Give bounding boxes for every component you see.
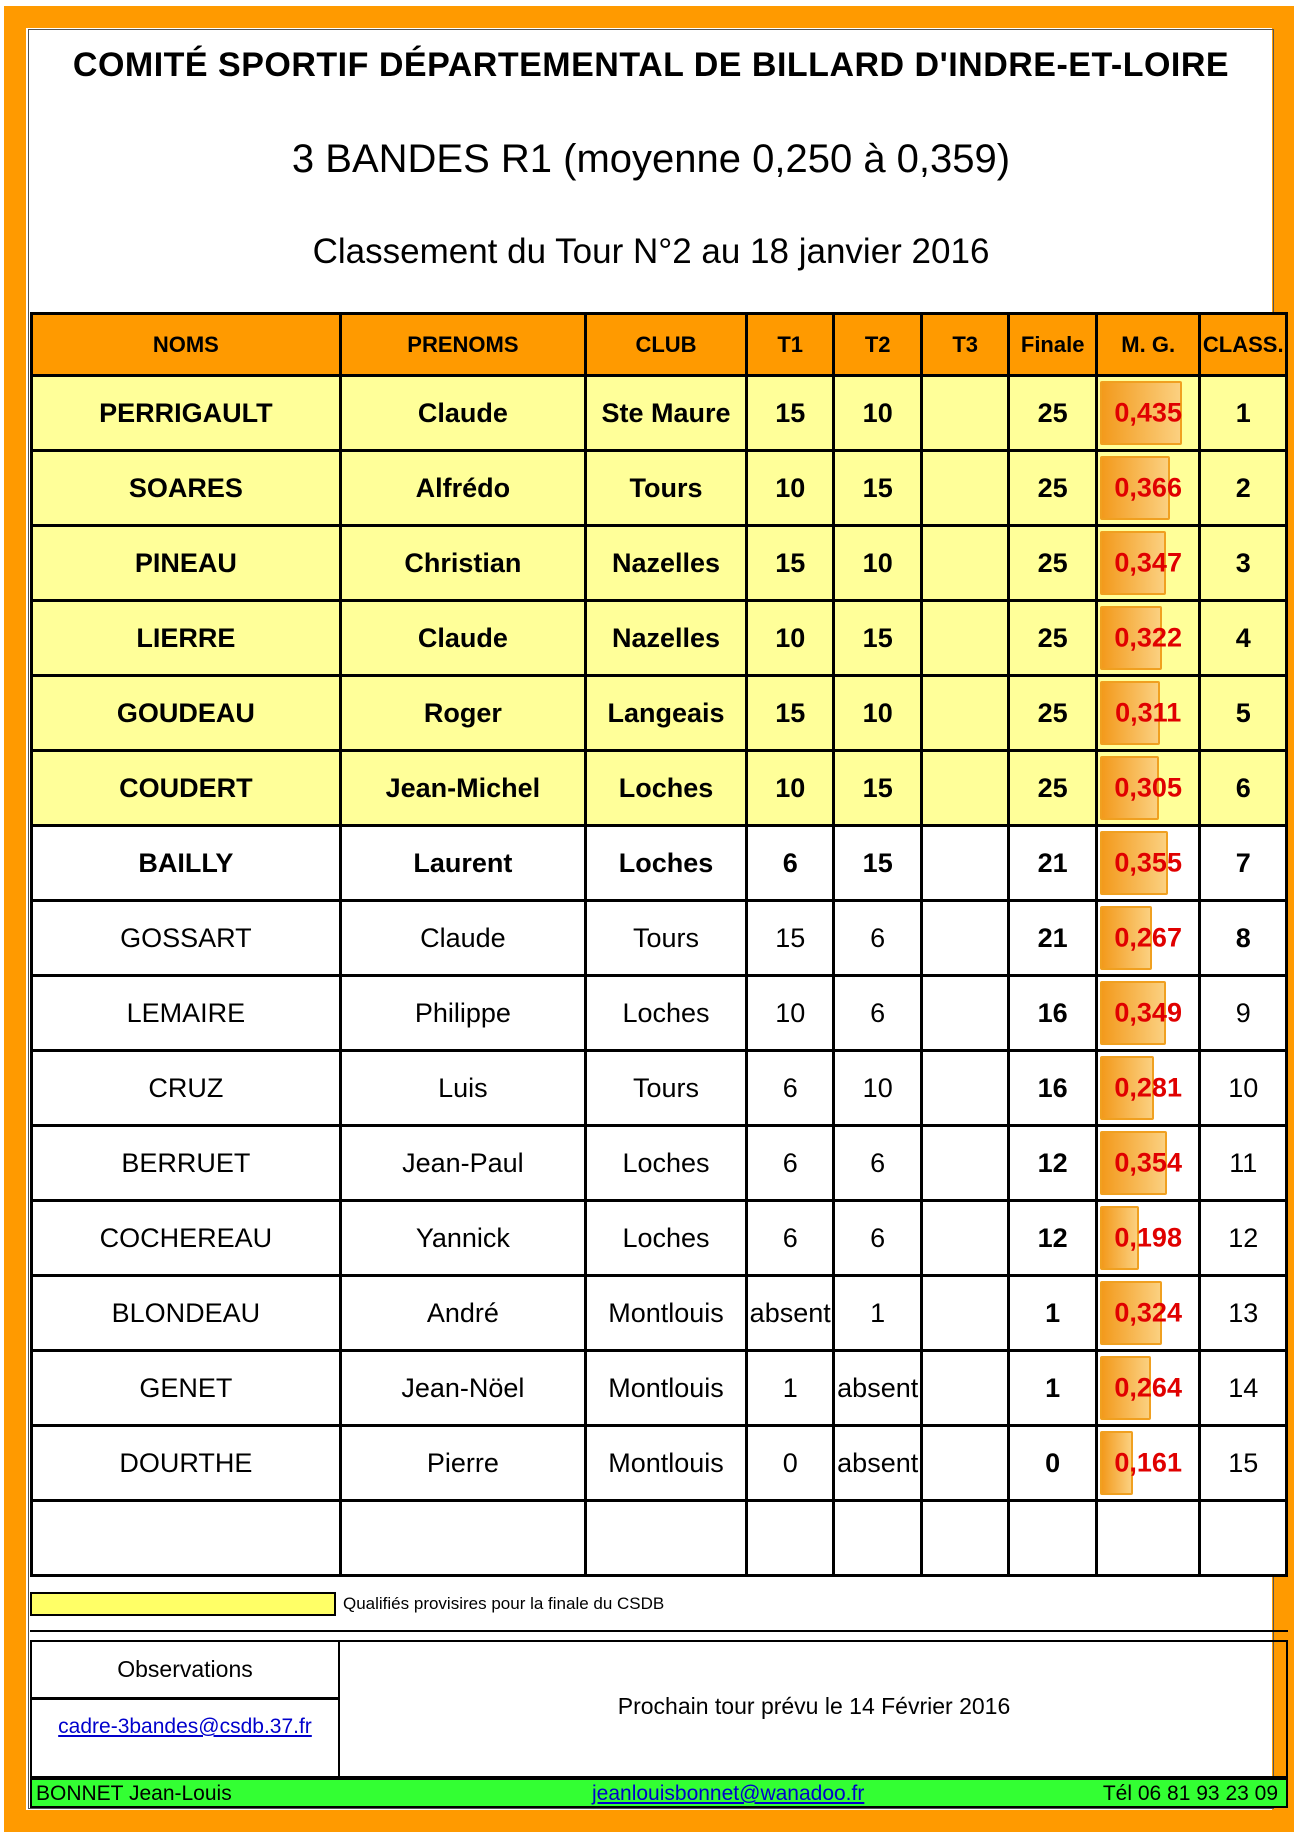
name-cell: CRUZ [32, 1051, 341, 1126]
t3-cell [921, 1426, 1008, 1501]
table-row [32, 1351, 1287, 1426]
committee-title: COMITÉ SPORTIF DÉPARTEMENTAL DE BILLARD D'INDRE-ET-LOIRE [72, 46, 1230, 84]
empty-cell [834, 1501, 921, 1576]
mg-value: 0,366 [1114, 472, 1182, 503]
mg-value: 0,324 [1114, 1297, 1182, 1328]
t3-cell [921, 1051, 1008, 1126]
t1-cell: 0 [746, 1426, 833, 1501]
empty-cell [340, 1501, 585, 1576]
name-cell: DOURTHE [32, 1426, 341, 1501]
mg-value: 0,347 [1114, 547, 1182, 578]
finale-cell: 16 [1009, 976, 1096, 1051]
mg-cell [1096, 676, 1200, 751]
col-header-class: CLASS. [1200, 314, 1287, 376]
t3-cell [921, 526, 1008, 601]
mg-cell [1096, 1276, 1200, 1351]
col-header-noms: NOMS [32, 314, 341, 376]
rank-cell: 6 [1200, 751, 1287, 826]
t2-cell: 6 [834, 976, 921, 1051]
mg-value: 0,435 [1114, 397, 1182, 428]
mg-value: 0,198 [1114, 1222, 1182, 1253]
t3-cell [921, 901, 1008, 976]
club-cell: Montlouis [586, 1351, 747, 1426]
next-round-note: Prochain tour prévu le 14 Février 2016 [617, 1693, 1011, 1719]
mg-cell [1096, 1051, 1200, 1126]
table-row [32, 826, 1287, 901]
qualified-legend-label: Qualifiés provisires pour la finale du CSDB [343, 1594, 665, 1613]
club-cell: Tours [586, 451, 747, 526]
mg-cell [1096, 1426, 1200, 1501]
empty-cell [1200, 1501, 1287, 1576]
mg-value: 0,281 [1114, 1072, 1182, 1103]
mg-cell [1096, 751, 1200, 826]
table-row [32, 976, 1287, 1051]
firstname-cell: Jean-Paul [340, 1126, 585, 1201]
firstname-cell: Christian [340, 526, 585, 601]
finale-cell: 25 [1009, 451, 1096, 526]
footer-phone: Tél 06 81 93 23 09 [1102, 1782, 1278, 1805]
rank-cell: 5 [1200, 676, 1287, 751]
t1-cell: 6 [746, 1051, 833, 1126]
empty-cell [586, 1501, 747, 1576]
table-row [32, 1426, 1287, 1501]
finale-cell: 12 [1009, 1201, 1096, 1276]
col-header-t2: T2 [834, 314, 921, 376]
name-cell: SOARES [32, 451, 341, 526]
t3-cell [921, 976, 1008, 1051]
club-cell: Loches [586, 1201, 747, 1276]
club-cell: Loches [586, 1126, 747, 1201]
mg-value: 0,354 [1114, 1147, 1182, 1178]
col-header-mg: M. G. [1096, 314, 1200, 376]
club-cell: Nazelles [586, 601, 747, 676]
t3-cell [921, 451, 1008, 526]
mg-value: 0,267 [1114, 922, 1182, 953]
club-cell: Ste Maure [586, 376, 747, 451]
t3-cell [921, 1126, 1008, 1201]
t3-cell [921, 1276, 1008, 1351]
t3-cell [921, 676, 1008, 751]
firstname-cell: André [340, 1276, 585, 1351]
club-cell: Tours [586, 1051, 747, 1126]
name-cell: BERRUET [32, 1126, 341, 1201]
firstname-cell: Jean-Nöel [340, 1351, 585, 1426]
mg-cell [1096, 1351, 1200, 1426]
finale-cell: 1 [1009, 1351, 1096, 1426]
mg-value: 0,355 [1114, 847, 1182, 878]
finale-cell: 25 [1009, 751, 1096, 826]
t2-cell: 15 [834, 601, 921, 676]
club-cell: Langeais [586, 676, 747, 751]
name-cell: GOSSART [32, 901, 341, 976]
col-header-prenoms: PRENOMS [340, 314, 585, 376]
table-row [32, 1276, 1287, 1351]
empty-cell [921, 1501, 1008, 1576]
rank-cell: 15 [1200, 1426, 1287, 1501]
firstname-cell: Philippe [340, 976, 585, 1051]
mg-cell [1096, 376, 1200, 451]
rank-cell: 13 [1200, 1276, 1287, 1351]
name-cell: GENET [32, 1351, 341, 1426]
ranking-table [30, 312, 1288, 1577]
footer-email-link[interactable]: jeanlouisbonnet@wanadoo.fr [592, 1782, 865, 1805]
firstname-cell: Claude [340, 376, 585, 451]
category-subtitle: 3 BANDES R1 (moyenne 0,250 à 0,359) [291, 137, 1011, 181]
mg-value: 0,305 [1114, 772, 1182, 803]
t2-cell: absent [834, 1426, 921, 1501]
finale-cell: 16 [1009, 1051, 1096, 1126]
club-cell: Montlouis [586, 1276, 747, 1351]
finale-cell: 21 [1009, 826, 1096, 901]
finale-cell: 25 [1009, 376, 1096, 451]
name-cell: PINEAU [32, 526, 341, 601]
club-cell: Loches [586, 751, 747, 826]
t3-cell [921, 1201, 1008, 1276]
mg-cell [1096, 826, 1200, 901]
finale-cell: 21 [1009, 901, 1096, 976]
t1-cell: absent [746, 1276, 833, 1351]
t1-cell: 10 [746, 451, 833, 526]
table-row-empty [32, 1501, 1287, 1576]
firstname-cell: Alfrédo [340, 451, 585, 526]
t1-cell: 10 [746, 751, 833, 826]
rank-cell: 3 [1200, 526, 1287, 601]
table-row [32, 1126, 1287, 1201]
t2-cell: 15 [834, 451, 921, 526]
mg-value: 0,264 [1114, 1372, 1182, 1403]
round-title: Classement du Tour N°2 au 18 janvier 2016 [312, 232, 990, 271]
rank-cell: 11 [1200, 1126, 1287, 1201]
name-cell: BLONDEAU [32, 1276, 341, 1351]
t2-cell: 10 [834, 676, 921, 751]
firstname-cell: Luis [340, 1051, 585, 1126]
firstname-cell: Jean-Michel [340, 751, 585, 826]
finale-cell: 25 [1009, 676, 1096, 751]
t2-cell: 10 [834, 376, 921, 451]
firstname-cell: Claude [340, 601, 585, 676]
empty-cell [32, 1501, 341, 1576]
t1-cell: 15 [746, 901, 833, 976]
t2-cell: absent [834, 1351, 921, 1426]
rank-cell: 12 [1200, 1201, 1287, 1276]
table-row [32, 676, 1287, 751]
mg-cell [1096, 526, 1200, 601]
observations-email-link[interactable]: cadre-3bandes@csdb.37.fr [58, 1715, 312, 1738]
t2-cell: 1 [834, 1276, 921, 1351]
col-header-finale: Finale [1009, 314, 1096, 376]
finale-cell: 25 [1009, 526, 1096, 601]
col-header-t3: T3 [921, 314, 1008, 376]
table-row [32, 376, 1287, 451]
table-row [32, 1051, 1287, 1126]
mg-value: 0,311 [1115, 697, 1182, 728]
t1-cell: 10 [746, 976, 833, 1051]
qualified-legend-swatch [30, 1592, 336, 1616]
club-cell: Tours [586, 901, 747, 976]
table-row [32, 451, 1287, 526]
empty-cell [1009, 1501, 1096, 1576]
observations-label: Observations [117, 1656, 253, 1682]
table-row [32, 1201, 1287, 1276]
divider [30, 1630, 1288, 1632]
rank-cell: 1 [1200, 376, 1287, 451]
mg-value: 0,349 [1114, 997, 1182, 1028]
t2-cell: 10 [834, 1051, 921, 1126]
mg-cell [1096, 976, 1200, 1051]
table-header-row [32, 314, 1287, 376]
table-row [32, 526, 1287, 601]
finale-cell: 0 [1009, 1426, 1096, 1501]
t1-cell: 15 [746, 376, 833, 451]
rank-cell: 9 [1200, 976, 1287, 1051]
t3-cell [921, 376, 1008, 451]
name-cell: LIERRE [32, 601, 341, 676]
table-row [32, 751, 1287, 826]
finale-cell: 1 [1009, 1276, 1096, 1351]
club-cell: Nazelles [586, 526, 747, 601]
mg-cell [1096, 601, 1200, 676]
t2-cell: 10 [834, 526, 921, 601]
firstname-cell: Pierre [340, 1426, 585, 1501]
firstname-cell: Roger [340, 676, 585, 751]
finale-cell: 12 [1009, 1126, 1096, 1201]
divider [30, 1697, 340, 1700]
rank-cell: 4 [1200, 601, 1287, 676]
t2-cell: 15 [834, 826, 921, 901]
t1-cell: 15 [746, 676, 833, 751]
t2-cell: 6 [834, 1126, 921, 1201]
rank-cell: 7 [1200, 826, 1287, 901]
t2-cell: 6 [834, 1201, 921, 1276]
name-cell: BAILLY [32, 826, 341, 901]
rank-cell: 10 [1200, 1051, 1287, 1126]
mg-cell [1096, 1126, 1200, 1201]
club-cell: Loches [586, 826, 747, 901]
t2-cell: 6 [834, 901, 921, 976]
footer-name: BONNET Jean-Louis [36, 1782, 232, 1805]
t3-cell [921, 601, 1008, 676]
t1-cell: 15 [746, 526, 833, 601]
rank-cell: 8 [1200, 901, 1287, 976]
mg-cell [1096, 451, 1200, 526]
firstname-cell: Claude [340, 901, 585, 976]
t1-cell: 1 [746, 1351, 833, 1426]
table-row [32, 601, 1287, 676]
name-cell: LEMAIRE [32, 976, 341, 1051]
col-header-club: CLUB [586, 314, 747, 376]
mg-cell [1096, 901, 1200, 976]
table-row [32, 901, 1287, 976]
footer-bar [30, 1778, 1288, 1808]
empty-cell [1096, 1501, 1200, 1576]
name-cell: COUDERT [32, 751, 341, 826]
name-cell: PERRIGAULT [32, 376, 341, 451]
t1-cell: 6 [746, 826, 833, 901]
mg-value: 0,322 [1114, 622, 1182, 653]
t3-cell [921, 1351, 1008, 1426]
col-header-t1: T1 [746, 314, 833, 376]
rank-cell: 2 [1200, 451, 1287, 526]
mg-cell [1096, 1201, 1200, 1276]
t1-cell: 6 [746, 1126, 833, 1201]
club-cell: Montlouis [586, 1426, 747, 1501]
firstname-cell: Yannick [340, 1201, 585, 1276]
club-cell: Loches [586, 976, 747, 1051]
name-cell: COCHEREAU [32, 1201, 341, 1276]
t1-cell: 10 [746, 601, 833, 676]
name-cell: GOUDEAU [32, 676, 341, 751]
t3-cell [921, 826, 1008, 901]
t3-cell [921, 751, 1008, 826]
t2-cell: 15 [834, 751, 921, 826]
empty-cell [746, 1501, 833, 1576]
t1-cell: 6 [746, 1201, 833, 1276]
rank-cell: 14 [1200, 1351, 1287, 1426]
finale-cell: 25 [1009, 601, 1096, 676]
mg-value: 0,161 [1114, 1447, 1182, 1478]
firstname-cell: Laurent [340, 826, 585, 901]
